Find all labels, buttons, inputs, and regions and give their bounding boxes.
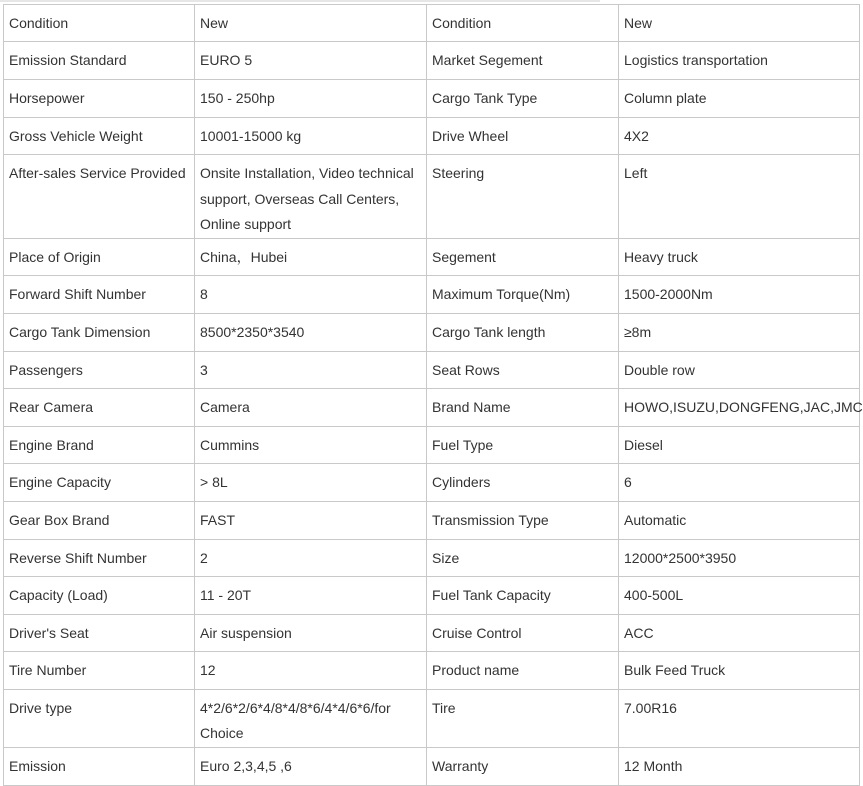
spec-label: Emission Standard [4, 42, 195, 80]
spec-label: Engine Capacity [4, 463, 195, 501]
spec-label: Fuel Tank Capacity [427, 576, 619, 614]
spec-value: Double row [619, 351, 860, 388]
spec-value: > 8L [195, 463, 427, 501]
spec-label: Condition [4, 5, 195, 42]
table-row [4, 351, 860, 388]
spec-label: Cargo Tank length [427, 313, 619, 351]
spec-value: HOWO,ISUZU,DONGFENG,JAC,JMC [619, 388, 860, 426]
spec-label: Cruise Control [427, 614, 619, 651]
spec-value: Onsite Installation, Video technical support, Overseas Call Centers, Online support [195, 155, 427, 239]
spec-value: 10001-15000 kg [195, 118, 427, 155]
spec-label: Steering [427, 155, 619, 239]
spec-label: Capacity (Load) [4, 576, 195, 614]
spec-label: Transmission Type [427, 501, 619, 539]
specification-table [3, 4, 863, 786]
spec-label: Place of Origin [4, 238, 195, 275]
spec-value: 2 [195, 539, 427, 576]
spec-label: Rear Camera [4, 388, 195, 426]
table-row [4, 155, 860, 239]
spec-value: Euro 2,3,4,5 ,6 [195, 747, 427, 785]
spec-value: Left [619, 155, 860, 239]
table-row [4, 238, 860, 275]
spec-label: After-sales Service Provided [4, 155, 195, 239]
spec-label: Brand Name [427, 388, 619, 426]
spec-value: 1500-2000Nm [619, 275, 860, 313]
spec-label: Gear Box Brand [4, 501, 195, 539]
table-row [4, 463, 860, 501]
spec-label: Warranty [427, 747, 619, 785]
spec-label: Condition [427, 5, 619, 42]
table-row [4, 80, 860, 118]
table-row [4, 275, 860, 313]
spec-value: 400-500L [619, 576, 860, 614]
spec-value: Air suspension [195, 614, 427, 651]
table-row [4, 388, 860, 426]
spec-value: 8 [195, 275, 427, 313]
spec-label: Emission [4, 747, 195, 785]
spec-label: Maximum Torque(Nm) [427, 275, 619, 313]
table-row [4, 689, 860, 747]
spec-value: 3 [195, 351, 427, 388]
spec-value: Logistics transportation [619, 42, 860, 80]
spec-value: 7.00R16 [619, 689, 860, 747]
spec-value: New [619, 5, 860, 42]
spec-label: Fuel Type [427, 426, 619, 463]
table-row [4, 501, 860, 539]
spec-value: EURO 5 [195, 42, 427, 80]
table-row [4, 747, 860, 785]
spec-value: 12 Month [619, 747, 860, 785]
spec-value: FAST [195, 501, 427, 539]
spec-value: 4*2/6*2/6*4/8*4/8*6/4*4/6*6/for Choice [195, 689, 427, 747]
spec-value: Column plate [619, 80, 860, 118]
spec-value: Camera [195, 388, 427, 426]
spec-value: China，Hubei [195, 238, 427, 275]
spec-label: Cargo Tank Type [427, 80, 619, 118]
table-row [4, 42, 860, 80]
table-row [4, 426, 860, 463]
table-row [4, 539, 860, 576]
spec-value: Bulk Feed Truck [619, 651, 860, 689]
spec-value: ACC [619, 614, 860, 651]
table-row [4, 118, 860, 155]
spec-value: 11 - 20T [195, 576, 427, 614]
spec-value: Automatic [619, 501, 860, 539]
spec-value: Heavy truck [619, 238, 860, 275]
spec-value: Diesel [619, 426, 860, 463]
spec-label: Reverse Shift Number [4, 539, 195, 576]
spec-label: Passengers [4, 351, 195, 388]
table-row [4, 614, 860, 651]
spec-label: Tire Number [4, 651, 195, 689]
table-row [4, 5, 860, 42]
spec-label: Size [427, 539, 619, 576]
spec-label: Driver's Seat [4, 614, 195, 651]
table-row [4, 313, 860, 351]
spec-value: Cummins [195, 426, 427, 463]
table-row [4, 576, 860, 614]
spec-value: 8500*2350*3540 [195, 313, 427, 351]
spec-label: Cylinders [427, 463, 619, 501]
spec-value: ≥8m [619, 313, 860, 351]
spec-label: Cargo Tank Dimension [4, 313, 195, 351]
spec-value: New [195, 5, 427, 42]
spec-label: Drive type [4, 689, 195, 747]
spec-label: Segement [427, 238, 619, 275]
spec-label: Engine Brand [4, 426, 195, 463]
spec-value: 12000*2500*3950 [619, 539, 860, 576]
spec-label: Product name [427, 651, 619, 689]
top-divider [0, 0, 600, 2]
spec-label: Drive Wheel [427, 118, 619, 155]
spec-value: 4X2 [619, 118, 860, 155]
spec-value: 6 [619, 463, 860, 501]
spec-label: Seat Rows [427, 351, 619, 388]
spec-label: Forward Shift Number [4, 275, 195, 313]
spec-label: Tire [427, 689, 619, 747]
spec-value: 12 [195, 651, 427, 689]
spec-value: 150 - 250hp [195, 80, 427, 118]
spec-label: Horsepower [4, 80, 195, 118]
spec-label: Gross Vehicle Weight [4, 118, 195, 155]
spec-label: Market Segement [427, 42, 619, 80]
table-row [4, 651, 860, 689]
